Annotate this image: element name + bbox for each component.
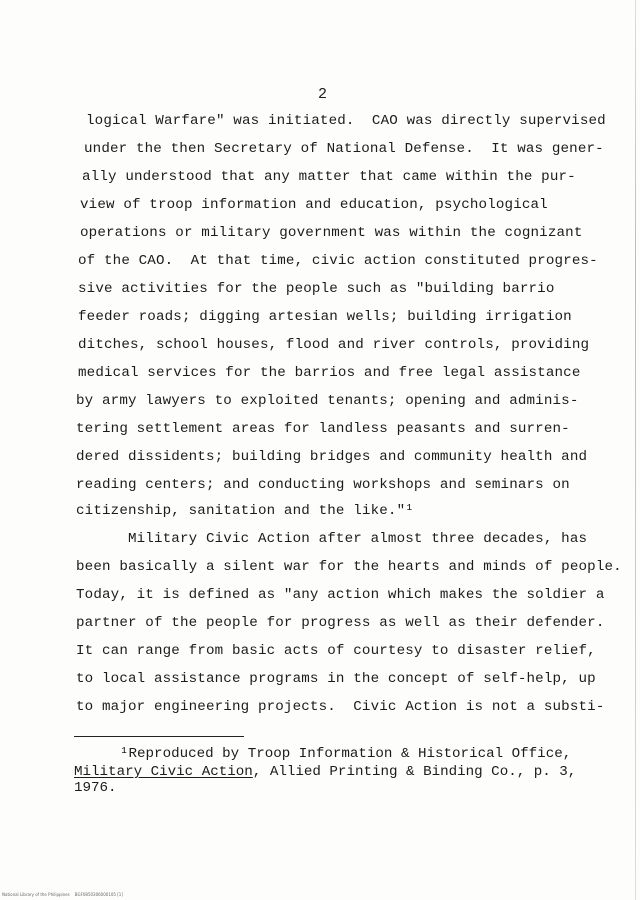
body-line: logical Warfare" was initiated. CAO was directly supervised bbox=[86, 113, 606, 129]
body-line: sive activities for the people such as "building barrio bbox=[78, 281, 555, 297]
page-number: 2 bbox=[318, 86, 328, 103]
footnote-publisher: , Allied Printing & Binding Co., p. 3, bbox=[252, 764, 577, 780]
body-line: dered dissidents; building bridges and community health and bbox=[76, 449, 588, 465]
body-line: ally understood that any matter that came within the pur- bbox=[82, 169, 576, 185]
body-line: operations or military government was within the cognizant bbox=[80, 225, 583, 241]
body-line: by army lawyers to exploited tenants; opening and adminis- bbox=[76, 393, 579, 409]
body-line: partner of the people for progress as well as their defender. bbox=[76, 615, 605, 631]
body-line: tering settlement areas for landless peasants and surren- bbox=[76, 421, 570, 437]
footnote-line-1: ¹Reproduced by Troop Information & Historical Office, bbox=[120, 746, 572, 762]
body-line: citizenship, sanitation and the like."¹ bbox=[76, 503, 414, 519]
body-line: It can range from basic acts of courtesy to disaster relief, bbox=[76, 643, 596, 659]
body-line: Military Civic Action after almost three decades, has bbox=[76, 531, 588, 547]
body-line: feeder roads; digging artesian wells; building irrigation bbox=[78, 309, 572, 325]
footnote-line-3: 1976. bbox=[74, 780, 117, 796]
page-edge-shadow bbox=[635, 0, 636, 900]
body-line: to local assistance programs in the concept of self-help, up bbox=[76, 671, 596, 687]
body-line: of the CAO. At that time, civic action constituted progres- bbox=[78, 253, 598, 269]
body-line: Today, it is defined as "any action which makes the soldier a bbox=[76, 587, 605, 603]
body-line: under the then Secretary of National Defense. It was gener- bbox=[84, 141, 604, 157]
footnote-line-2 bbox=[74, 764, 576, 780]
body-line: ditches, school houses, flood and river controls, providing bbox=[78, 337, 590, 353]
body-line: view of troop information and education, psychological bbox=[80, 197, 548, 213]
body-line: reading centers; and conducting workshops and seminars on bbox=[76, 477, 570, 493]
archive-caption: National Library of the Philippines BGF0850306000105 [1] bbox=[2, 892, 123, 897]
body-line: been basically a silent war for the hearts and minds of people. bbox=[76, 559, 622, 575]
body-line: to major engineering projects. Civic Action is not a substi- bbox=[76, 699, 605, 715]
body-line: medical services for the barrios and free legal assistance bbox=[78, 365, 581, 381]
footnote-divider bbox=[74, 736, 244, 737]
footnote-book-title: Military Civic Action bbox=[74, 764, 253, 780]
